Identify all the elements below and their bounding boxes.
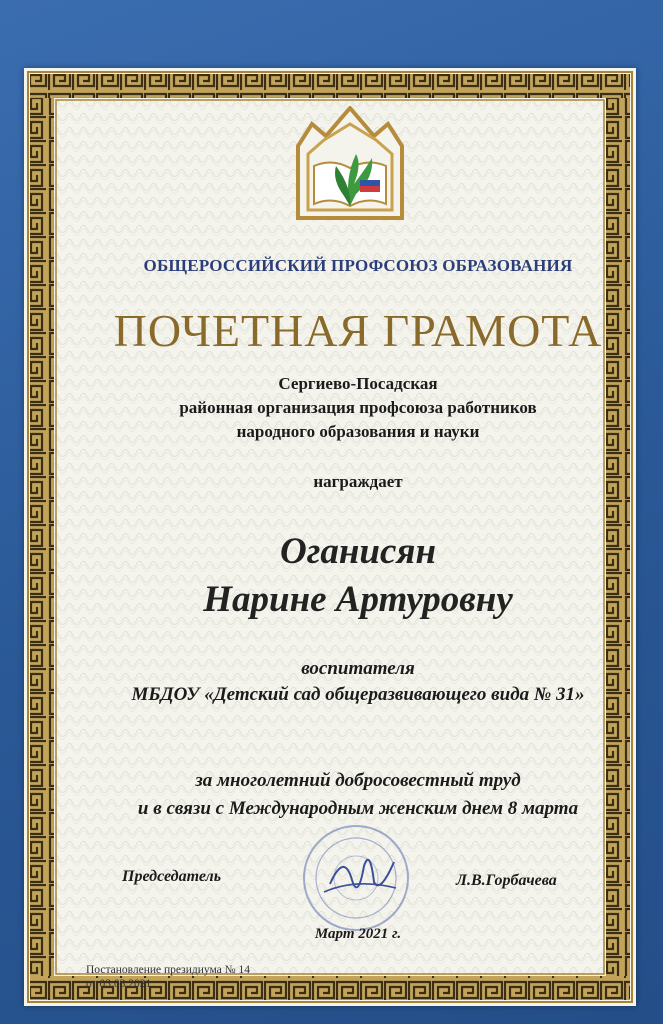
trade-union-emblem-icon	[292, 106, 408, 226]
recipient-given-names: Нарине Артуровну	[203, 579, 513, 620]
award-reason-line: за многолетний добросовестный труд	[195, 770, 521, 791]
union-name: ОБЩЕРОССИЙСКИЙ ПРОФСОЮЗ ОБРАЗОВАНИЯ	[143, 256, 573, 275]
organization-line: народного образования и науки	[236, 422, 480, 441]
recipient-institution: МБДОУ «Детский сад общеразвивающего вида № 31»	[131, 684, 585, 705]
organization-line: Сергиево-Посадская	[278, 374, 438, 393]
resolution-footnote: Постановление президиума № 14	[86, 964, 251, 976]
certificate-title: ПОЧЕТНАЯ ГРАМОТА	[113, 305, 603, 356]
award-reason-line: и в связи с Международным женским днем 8 марта	[137, 798, 579, 819]
organization-line: районная организация профсоюза работников	[179, 398, 537, 417]
recipient-position: воспитателя	[301, 658, 415, 679]
signatory-title: Председатель	[122, 868, 222, 885]
certificate-sheet	[24, 68, 636, 1006]
stamp-icon	[300, 822, 412, 934]
recipient-surname: Оганисян	[279, 531, 437, 572]
issue-date: Март 2021 г.	[314, 926, 402, 942]
signatory-name: Л.В.Горбачева	[456, 872, 557, 889]
awards-word: награждает	[313, 472, 403, 491]
resolution-date: от 03.03.2021	[86, 978, 152, 990]
